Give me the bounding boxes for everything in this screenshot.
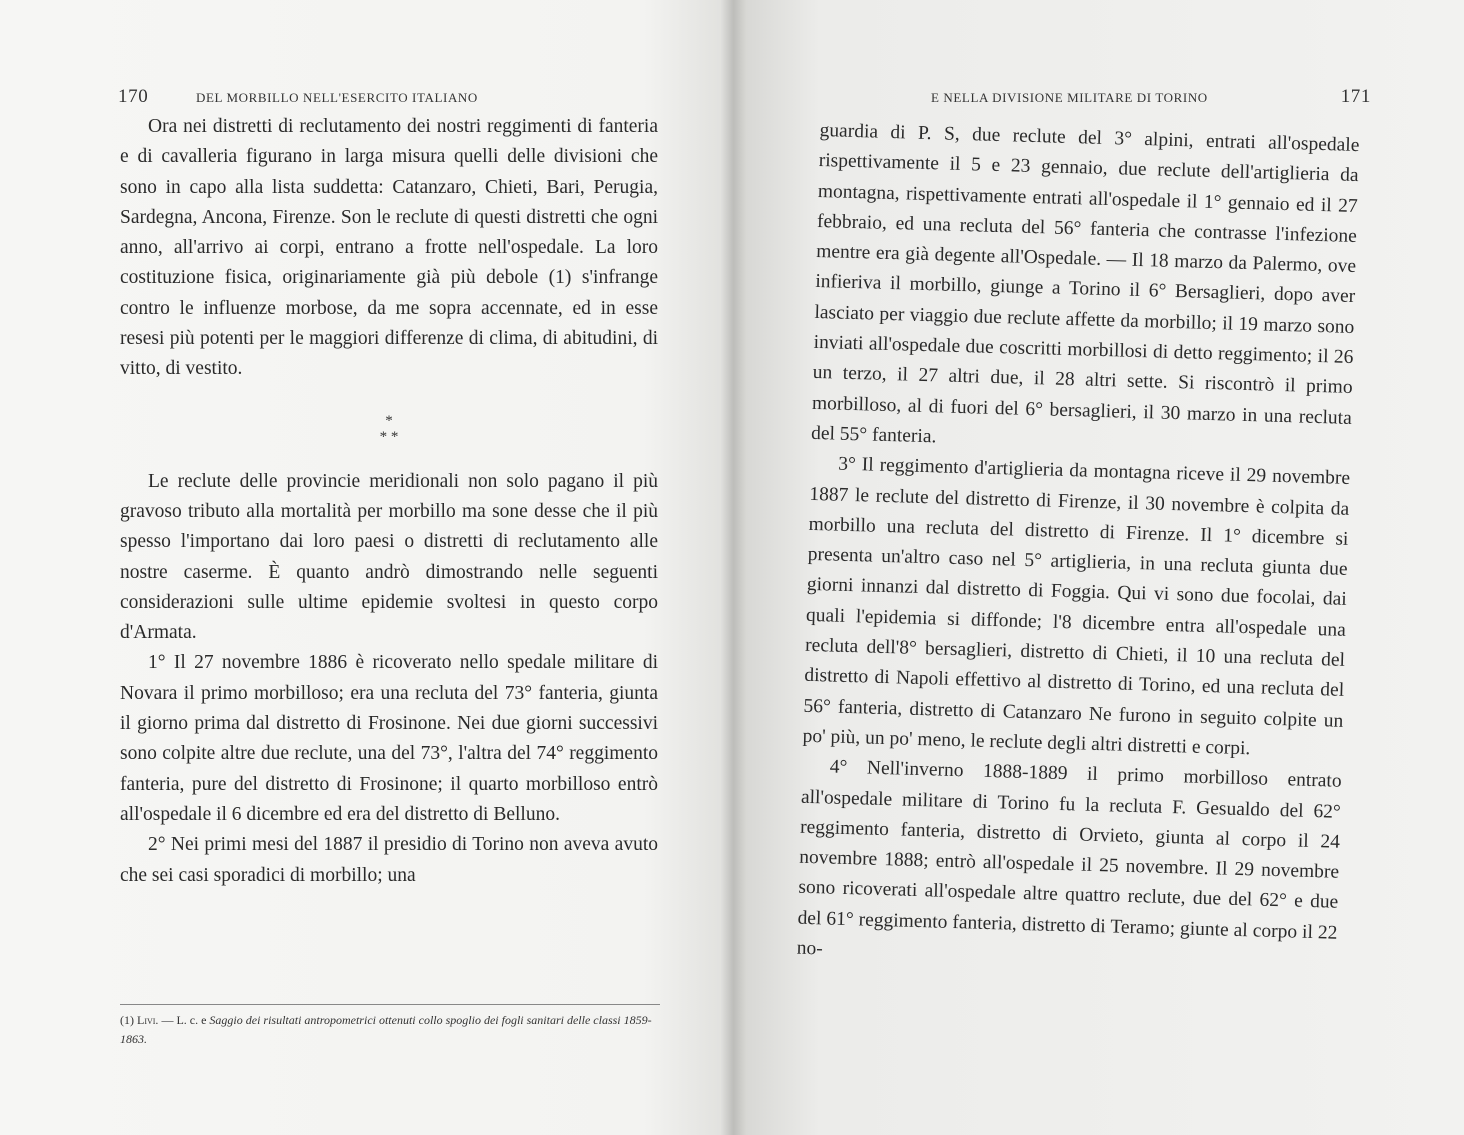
footnote-title: Saggio dei risultati antropometrici ottenuti collo spoglio dei fogli sanitari delle classi 1859-1863. — [120, 1013, 652, 1046]
asterism-top: * — [385, 412, 393, 429]
left-page — [0, 0, 728, 1135]
left-paragraph-2: Le reclute delle provincie meridionali non solo pagano il più gravoso tributo alla mortalità per morbillo ma sone desse che il più spesso l'importano dai loro paesi o distretti di reclutamento alle nostre caserme. È quanto andrò dimostrando nelle seguenti considerazioni sulle ultime epidemie svoltesi in questo corpo d'Armata. — [120, 470, 658, 644]
right-paragraph-1: guardia di P. S, due reclute del 3° alpini, entrati all'ospedale rispettivamente il 5 e 23 gennaio, due reclute dell'artiglieria da montagna, rispettivamente entrati all'ospedale il 1° gennaio ed il 27 febbraio, ed una recluta del 56° fanteria che contrasse l'infezione mentre era già degente all'Ospedale. — Il 18 marzo da Palermo, ove infieriva il morbillo, giunge a Torino il 6° Bersaglieri, dopo aver lasciato per viaggio due reclute affette da morbillo; il 19 marzo sono inviati all'ospedale due coscritti morbillosi di detto reggimento; il 26 un terzo, il 27 altri due, il 28 altri sette. Si riscontrò il primo morbilloso, al di fuori del 6° bersaglieri, il 30 marzo in una recluta del 55° fanteria. — [810, 119, 1360, 448]
asterism-bottom: * * — [379, 428, 399, 445]
right-page-number: 171 — [1340, 86, 1371, 107]
footnote-author: Livi. — [137, 1013, 159, 1027]
right-paragraph-2: 3° Il reggimento d'artiglieria da montagna riceve il 29 novembre 1887 le reclute del distretto di Firenze, il 30 novembre è colpita da morbillo una recluta del distretto di Firenze. Il 1° dicembre si presenta un'altro caso nel 5° artiglieria, in una recluta giunta due giorni innanzi dal distretto di Foggia. Qui vi sono due focolai, dai quali l'epidemia si diffonde; l'8 dicembre entra all'ospedale una recluta dell'8° bersaglieri, distretto di Chieti, il 10 una recluta del distretto di Napoli effettivo al distretto di Torino, ed una recluta del 56° fanteria, distretto di Catanzaro Ne furono in seguito colpite un po' più, un po' meno, le reclute degli altri distretti e corpi. — [802, 453, 1351, 760]
right-body-text — [796, 116, 1359, 979]
left-running-title: DEL MORBILLO NELL'ESERCITO ITALIANO — [196, 90, 478, 105]
footnote — [120, 1004, 660, 1049]
right-paragraph-3: 4° Nell'inverno 1888-1889 il primo morbilloso entrato all'ospedale militare di Torino fu la recluta F. Gesualdo del 62° reggimento fanteria, distretto di Orvieto, giunta al corpo il 24 novembre 1888; entrò all'ospedale il 25 novembre. Il 29 novembre sono ricoverati all'ospedale altre quattro reclute, due del 62° e due del 61° reggimento fanteria, distretto di Teramo; giunte al corpo il 22 no- — [796, 756, 1342, 960]
left-paragraph-4: 2° Nei primi mesi del 1887 il presidio di Torino non aveva avuto che sei casi sporadici di morbillo; una — [120, 834, 658, 886]
left-paragraph-3: 1° Il 27 novembre 1886 è ricoverato nello spedale militare di Novara il primo morbilloso; era una recluta del 73° fanteria, giunta il giorno prima dal distretto di Frosinone. Nei due giorni successivi sono colpite altre due reclute, una del 73°, l'altra del 74° reggimento fanteria, pure del distretto di Frosinone; il quarto morbilloso entrò all'ospedale il 6 dicembre ed era del distretto di Belluno. — [120, 652, 658, 825]
left-page-number: 170 — [118, 86, 149, 107]
left-paragraph-1: Ora nei distretti di reclutamento dei nostri reggimenti di fanteria e di cavalleria figurano in larga misura quelli delle divisioni che sono in capo alla lista suddetta: Catanzaro, Chieti, Bari, Perugia, Sardegna, Ancona, Firenze. Son le reclute di questi distretti che ogni anno, all'arrivo ai corpi, entrano a frotte nell'ospedale. La loro costituzione fisica, originariamente già più debole (1) s'infrange contro le influenze morbose, da me sopra accennate, ed in esse resesi più potenti per le maggiori differenze di clima, di abitudini, di vitto, di vestito. — [120, 116, 658, 380]
right-running-title: E NELLA DIVISIONE MILITARE DI TORINO — [931, 90, 1208, 105]
right-running-head — [826, 86, 1371, 110]
left-body-text — [120, 112, 658, 891]
left-running-head — [118, 86, 658, 110]
footnote-ref: — L. c. e — [161, 1013, 207, 1027]
footnote-mark: (1) — [120, 1013, 134, 1027]
right-page — [728, 0, 1464, 1135]
asterism — [120, 413, 658, 445]
